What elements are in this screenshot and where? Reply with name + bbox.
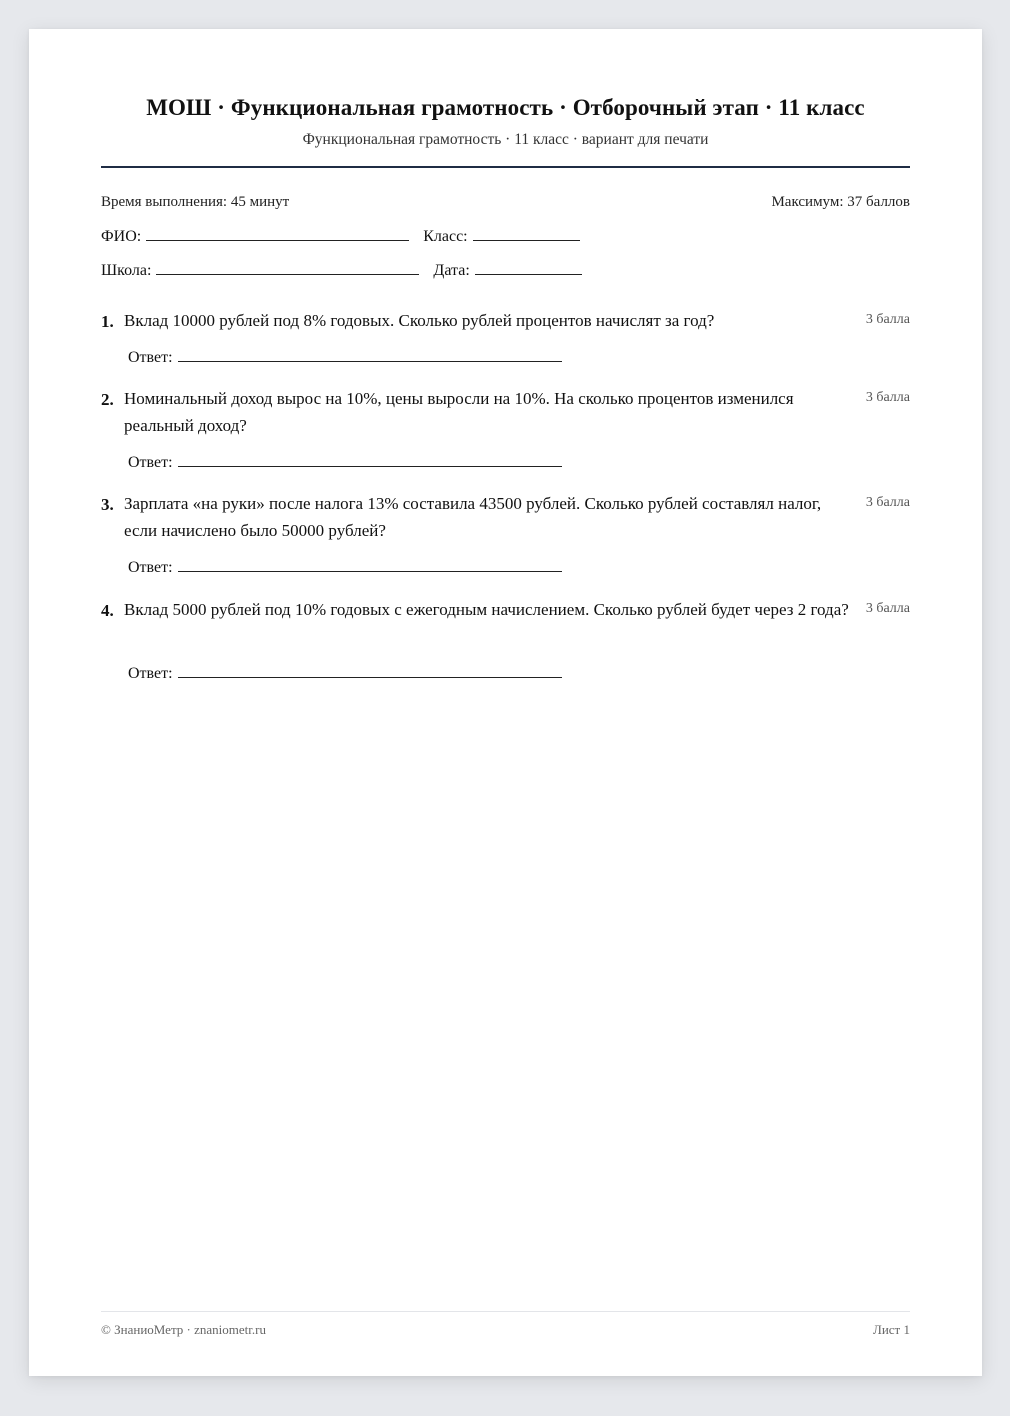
student-fields-row-2 — [101, 260, 582, 280]
answer-field[interactable] — [178, 663, 562, 678]
footer-page-number: Лист 1 — [873, 1322, 910, 1337]
question-text: Зарплата «на руки» после налога 13% составила 43500 рублей. Сколько рублей составлял налог, если начислено было 50000 рублей? — [124, 494, 822, 540]
footer-copyright: © ЗнаниоМетр · znaniometr.ru — [101, 1322, 266, 1337]
header-divider — [101, 166, 910, 168]
question-points: 3 балла — [865, 601, 910, 616]
footer-divider — [101, 1311, 910, 1312]
class-label: Класс: — [423, 228, 468, 245]
school-field[interactable] — [156, 260, 419, 275]
answer-field[interactable] — [178, 452, 562, 467]
answer-3 — [128, 557, 562, 577]
answer-label: Ответ: — [128, 559, 173, 576]
page-content — [101, 29, 910, 1376]
answer-4 — [128, 663, 562, 683]
question-text: Вклад 5000 рублей под 10% годовых с ежегодным начислением. Сколько рублей будет через 2 года? — [124, 600, 849, 619]
answer-label: Ответ: — [128, 349, 173, 366]
answer-label: Ответ: — [128, 665, 173, 682]
question-number: 1. — [101, 312, 114, 331]
question-number: 2. — [101, 390, 114, 409]
answer-field[interactable] — [178, 557, 562, 572]
document-page — [29, 29, 982, 1376]
answer-2 — [128, 452, 562, 472]
question-number: 3. — [101, 495, 114, 514]
max-score: Максимум: 37 баллов — [771, 194, 910, 210]
time-limit: Время выполнения: 45 минут — [101, 194, 290, 210]
question-text: Номинальный доход вырос на 10%, цены выросли на 10%. На сколько процентов изменился реальный доход? — [124, 389, 794, 435]
date-label: Дата: — [433, 262, 470, 279]
answer-label: Ответ: — [128, 454, 173, 471]
answer-field[interactable] — [178, 347, 562, 362]
meta-row — [101, 194, 910, 211]
date-field[interactable] — [475, 260, 582, 275]
question-points: 3 балла — [865, 390, 910, 405]
school-label: Школа: — [101, 262, 152, 279]
question-points: 3 балла — [865, 495, 910, 510]
page-title: МОШ · Функциональная грамотность · Отборочный этап · 11 класс — [146, 95, 865, 120]
fio-field[interactable] — [146, 226, 409, 241]
student-fields-row-1 — [101, 226, 580, 246]
question-text: Вклад 10000 рублей под 8% годовых. Сколько рублей процентов начислят за год? — [124, 311, 715, 330]
fio-label: ФИО: — [101, 228, 142, 245]
question-number: 4. — [101, 601, 114, 620]
question-points: 3 балла — [865, 312, 910, 327]
page-subtitle: Функциональная грамотность · 11 класс · вариант для печати — [302, 131, 709, 148]
class-field[interactable] — [473, 226, 580, 241]
answer-1 — [128, 347, 562, 367]
